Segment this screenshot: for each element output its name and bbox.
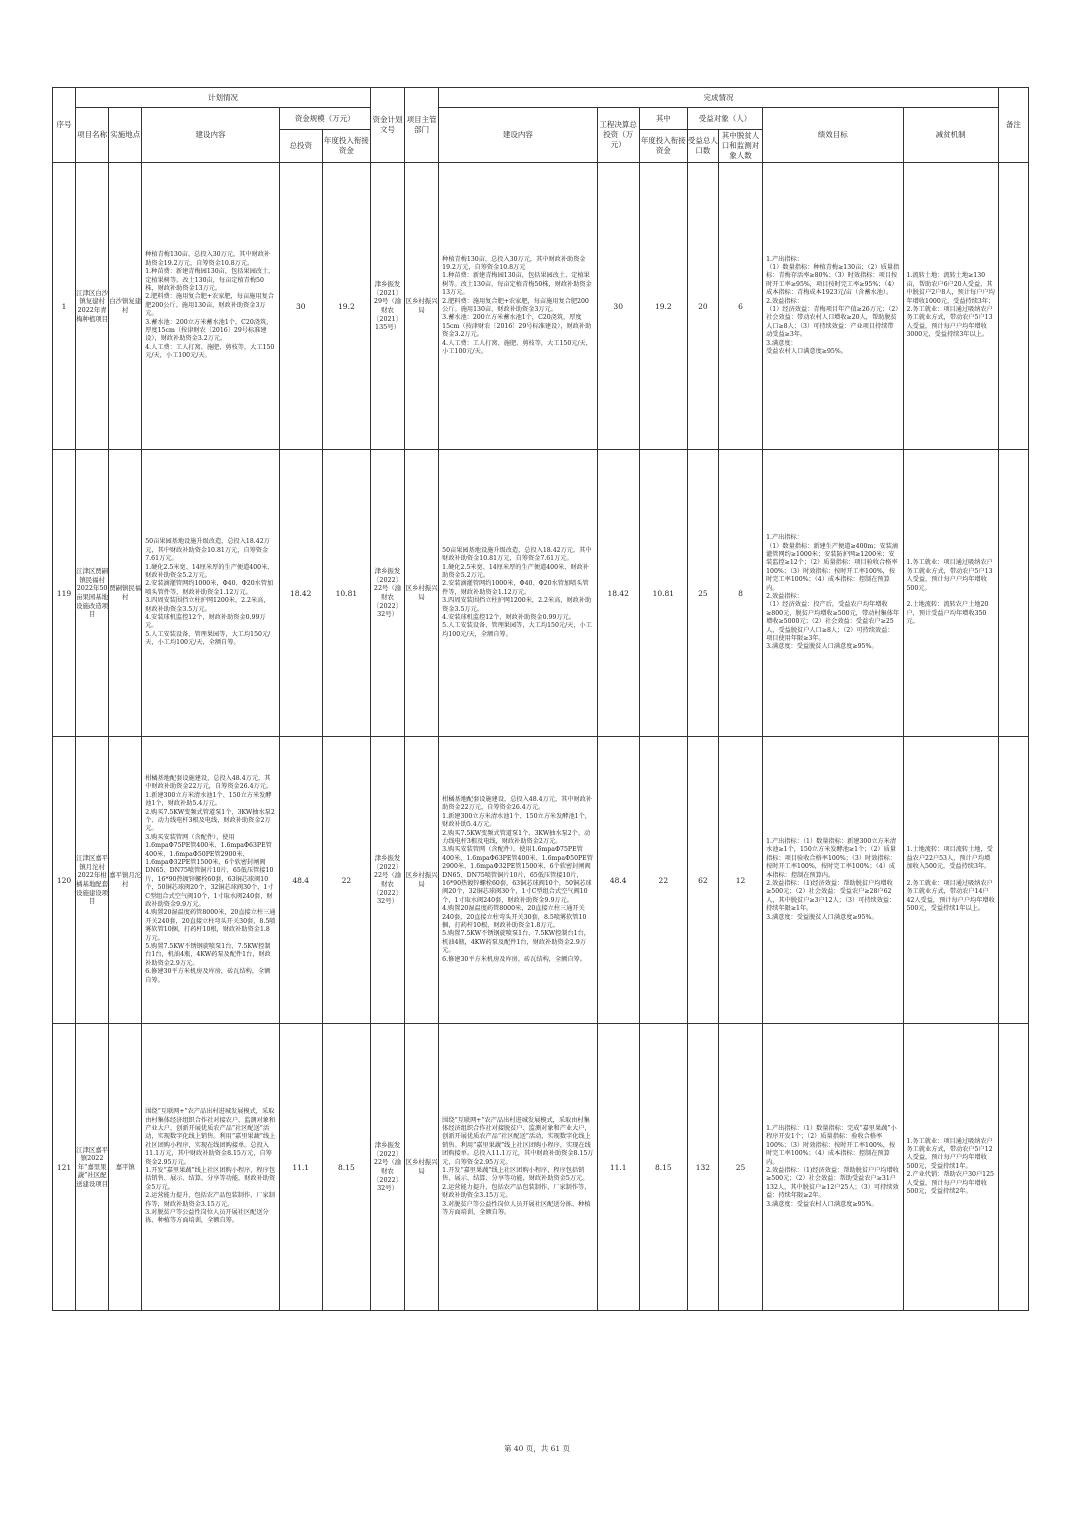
header-among: 其中 — [639, 108, 687, 130]
cell-content-2: 50亩果园基地设施升级改造，总投入18.42万元，其中财政补助资金10.81万元，自筹资金7.61万元。 1.硬化2.5米宽、14厘米厚的生产便道400米，财政补助资金5.2万元。 2.安装滴灌管网约1000米，Φ40、Φ20水管加喷头管件等，财政补助资金1.12万元。 3.四周安装围挡立柱护网1200米，2.2米高，财政补助资金3.5万元。 4.安装球机监控12个，财政补助资金0.99万元。 5.人工安装设备、管理果园等，大工均150元/天，小工均100元/天，全额自筹。 — [442, 546, 592, 638]
header-remark: 备注 — [998, 88, 1028, 163]
cell-content-2: 柑橘基地配套设施建设，总投入48.4万元，其中财政补助资金22万元，自筹资金26.4万元。 1.新建300立方米清水池1个、150立方米发酵池1个，财政补助5.4万元。 2.购买7.5KW变频式管道泵1个、3KW抽水泵2个、动力线电杆3根及电线，财政补助资金2万元。 3.购买安装管网（含配件），使用1.6mpaΦ75PE管400米、1.6mpaΦ63PE管400米、1.6mpaΦ50PE管2900米、1.6mpaΦ32PE管1500米、6个软密封闸阀DN65、DN75喷管铜片10片，65低压管接10片，16*90热镀锌螺栓60套，63铜芯球阀10个，50铜芯球阀20个，32铜芯球阀30个，1寸C型组合式空气阀10个，1寸取水阀240套，财政补助资金9.9万元。 4.购置20湿温度药管8000米，20直接立柱三通开关240套，20直接立柱弯头开关30套，8.5喷雾软管10捆，打药杆10根，财政补助资金1.8万元。 5.购置7.5KW不锈钢旋喷泵1台、7.5KW控制台1台，机油4瓶，4KW药泵及配件1台，财政补助资金2.9万元。 6.修建30平方米机房及库房，砖瓦结构，全额自筹。 — [442, 795, 593, 963]
cell-total: 48.4 — [279, 737, 322, 1024]
header-beneficiary-poor: 其中脱贫人口和监测对象人数 — [718, 130, 762, 163]
cell-seq: 121 — [53, 1024, 76, 1311]
header-dept: 项目主管部门 — [405, 88, 439, 163]
header-location: 实施地点 — [109, 108, 142, 163]
cell-ben-poor: 8 — [718, 450, 762, 737]
cell-annual-2: 10.81 — [639, 450, 687, 737]
cell-seq: 119 — [53, 450, 76, 737]
cell-doc: 津乡振发〔2022〕22号（渝财农〔2022〕32号） — [370, 450, 404, 737]
cell-ben-total: 20 — [687, 163, 718, 450]
cell-content: 种植青梅130亩，总投入30万元，其中财政补助资金19.2万元，自筹资金10.8万元。 1.种苗费：新建青梅园130亩，包括果园改土、定植果树等。改土130亩，每亩定植青梅50株，财政补助资金13万元。 2.肥料费：施用复合肥+农家肥，每亩施用复合肥200公斤。施用130亩，财政补助资金3万元。 3.蓄水池：200立方米蓄水池1个，C20浇筑，厚度15cm（按津财农〔2016〕29号标准建设），财政补助资金3.2万元。 4.人工费：工人打窝、施肥、剪枝等，大工150元/天，小工100元/天。 — [145, 251, 275, 360]
cell-settle: 11.1 — [597, 1024, 639, 1311]
cell-location: 嘉平镇 — [109, 1024, 142, 1311]
table-row — [53, 1024, 1029, 1311]
cell-location: 嘉平镇月沱村 — [109, 737, 142, 1024]
header-settlement: 工程决算总投资（万元） — [597, 108, 639, 163]
header-complete: 完成情况 — [439, 88, 999, 108]
cell-remark — [998, 1024, 1028, 1311]
cell-dept: 区乡村振兴局 — [405, 1024, 439, 1311]
cell-performance: 1.产出指标： （1）数量指标：新建生产便道≥400m；安装滴灌管网约≥1000米；安装防护网≥1200米；安装监控≥12个；（2）质量指标：项目验收合格率100%；（3）时效指标：按时开工率100%，按时完工率100%；（4）成本指标：控制在预算内。 2.效益指标： （1）经济效益：投产后，受益农户均年增收≥800元，脱贫户均增收≥500元，带动村集体年增收≥5000元；（2）社会效益：受益农户≥25人，受益脱贫户人口≥8人；（2）可持续效益：项目使用年限≥3年。 3.满意度：受益脱贫人口满意度≥95%。 — [766, 534, 900, 651]
cell-project-name: 江津区贾嗣镇民福村2022年50亩果园基地设施改造项目 — [76, 450, 109, 737]
page-footer: 第 40 页，共 61 页 — [503, 1444, 571, 1453]
cell-settle: 30 — [597, 163, 639, 450]
cell-doc: 津乡振发〔2021〕29号（渝财农〔2021〕135号） — [370, 163, 404, 450]
cell-content-2: 种植青梅130亩，总投入30万元，其中财政补助资金19.2万元，自筹资金10.8万元 1.种苗费：新建青梅园130亩，包括果园改土、定植果树等。改土130亩，每亩定植青梅50株，财政补助资金13万元。 2.肥料费：施用复合肥+农家肥，每亩施用复合肥200公斤。施用130亩，财政补助资金3万元。 3.蓄水池：200立方米蓄水池1个，C20浇筑，厚度15cm（按津财农〔2016〕29号标准建设），财政补助资金3.2万元。 4.人工费：工人打窝、施肥、剪枝等，大工150元/天，小工100元/天。 — [442, 255, 592, 356]
cell-remark — [998, 737, 1028, 1024]
header-performance: 绩效目标 — [763, 108, 903, 163]
project-table — [52, 87, 1029, 1311]
cell-dept: 区乡村振兴局 — [405, 450, 439, 737]
cell-content-2: 围绕“互联网+”农产品出村进城发展模式，采取由村集体经济组织合作社对接脱贫户、监测对象和产业大户，创新开展优质农产品“社区配送”活动，实现数字化线上销售。利用“嘉里果蔬”线上社区团购小程序，实现在线团购接单。总投入11.1万元，其中财政补助资金8.15万元，自筹资金2.95万元。 1.开发“嘉里果蔬”线上社区团购小程序，程序包括销售、展示、结算、分享等功能，财政补助资金5万元。 2.运营能力提升，包括农产品包装制作、厂家制作等，财政补助资金3.15万元。 3.对脱贫户等公益性岗位人员开展社区配送分拣、种植等方面培训，全额自筹。 — [442, 1116, 594, 1217]
header-plan: 计划情况 — [76, 88, 371, 108]
cell-remark — [998, 163, 1028, 450]
cell-dept: 区乡村振兴局 — [405, 737, 439, 1024]
cell-annual: 8.15 — [322, 1024, 370, 1311]
cell-total: 30 — [279, 163, 322, 450]
cell-annual: 19.2 — [322, 163, 370, 450]
header-annual-direct-2: 年度投入衔接资金 — [639, 130, 687, 163]
cell-project-name: 江津区嘉平镇2022年“嘉里果蔬”社区配送建设项目 — [76, 1024, 109, 1311]
header-project-name: 项目名称 — [76, 108, 109, 163]
cell-annual-2: 19.2 — [639, 163, 687, 450]
table-row — [53, 450, 1029, 737]
cell-dept: 区乡村振兴局 — [405, 163, 439, 450]
cell-ben-total: 25 — [687, 450, 718, 737]
cell-ben-poor: 25 — [718, 1024, 762, 1311]
header-construction: 建设内容 — [142, 108, 279, 163]
cell-location: 贾嗣镇民福村 — [109, 450, 142, 737]
cell-ben-poor: 12 — [718, 737, 762, 1024]
cell-project-name: 江津区白沙镇复建村2022年青梅种植项目 — [76, 163, 109, 450]
header-beneficiary-total: 受益总人口数 — [687, 130, 718, 163]
cell-performance: 1.产出指标： （1）数量指标：种植青梅≥130亩；（2）质量指标：青梅存活率≥80%；（3）时效指标：项目按时开工率≥95%，项目按时完工率≥95%；（4）成本指标：青梅成本1923元/亩（含蓄水池）。 2.效益指标： （1）经济效益：青梅项目年产值≥26万元；（2）社会效益：带动农村人口增收≥20人，帮助脱贫人口≥8人；（3）可持续效益：产业项目持续带动受益≥3年。 3.满意度： 受益农村人口满意度≥95%。 — [766, 255, 900, 356]
cell-ben-total: 132 — [687, 1024, 718, 1311]
cell-content: 50亩果园基地设施升级改造，总投入18.42万元，其中财政补助资金10.81万元，自筹资金7.61万元。 1.硬化2.5米宽、14厘米厚的生产便道400米，财政补助资金5.2万元。 2.安装滴灌管网约1000米，Φ40、Φ20水管加喷头管件等，财政补助资金1.12万元。 3.四周安装围挡立柱护网1200米，2.2米高，财政补助资金3.5万元。 4.安装球机监控12个，财政补助资金0.99万元。 5.人工安装设备、管理果园等，大工均150元/天，小工均100元/天，全额自筹。 — [145, 538, 274, 647]
table-row — [53, 163, 1029, 450]
cell-annual-2: 8.15 — [639, 1024, 687, 1311]
cell-performance: 1.产出指标：（1）数量指标：新建300立方米清水池≥1个，150立方米发酵池≥1个；（2）质量指标：项目验收合格率100%；（3）时效指标：按时开工率100%，按时完工率100%；（4）成本指标：控制在预算内。 2.效益指标：（1)经济效益：帮助脱贫户均增收≥500元；（2）社会效益：受益农户≥28户62人，其中脱贫户≥3户12人；（3）可持续效益：持续年限≥1年。 3.满意度：受益脱贫人口满意度≥95%。 — [766, 837, 897, 921]
cell-seq: 120 — [53, 737, 76, 1024]
cell-settle: 18.42 — [597, 450, 639, 737]
cell-annual: 22 — [322, 737, 370, 1024]
header-beneficiary: 受益对象（人） — [687, 108, 762, 130]
cell-total: 18.42 — [279, 450, 322, 737]
cell-content: 柑橘基地配套设施建设，总投入48.4万元，其中财政补助资金22万元，自筹资金26.4万元。 1.新建300立方米清水池1个、150立方米发酵池1个，财政补助5.4万元。 2.购买7.5KW变频式管道泵1个、3KW抽水泵2个、动力线电杆3根及电线，财政补助资金2万元。 3.购买安装管网（含配件），使用1.6mpaΦ75PE管400米、1.6mpaΦ63PE管400米、1.6mpaΦ50PE管2900米、1.6mpaΦ32PE管1500米、6个软密封闸阀DN65、DN75喷管铜片10片，65低压管接10片，16*90热镀锌螺栓60套，63铜芯球阀10个，50铜芯球阀20个，32铜芯球阀30个，1寸C型组合式空气阀10个，1寸取水阀240套，财政补助资金9.9万元。 4.购置20湿温度药管8000米，20直接立柱三通开关240套，20直接立柱弯头开关30套，8.5喷雾软管10捆，打药杆10根，财政补助资金1.8万元。 5.购置7.5KW不锈钢旋喷泵1台、7.5KW控制台1台，机油4瓶，4KW药泵及配件1台，财政补助资金2.9万元。 6.修建30平方米机房及库房，砖瓦结构，全额自筹。 — [145, 774, 276, 984]
header-annual-direct: 年度投入衔接资金 — [322, 130, 370, 163]
cell-annual: 10.81 — [322, 450, 370, 737]
cell-doc: 津乡振发〔2022〕22号（渝财农〔2022〕32号） — [370, 1024, 404, 1311]
header-fund-scale: 资金规模（万元） — [279, 108, 370, 130]
cell-mechanism: 1.流转土地：流转土地≥130亩，帮助农户6户20人受益，其中脱贫户2户8人，预计每户户均年增收1000元，受益持续3年； 2.务工就业：项目通过吸纳农户务工就业方式，带动农户5户13人受益，预计每户户均年增收3000元，受益持续3年以上。 — [906, 272, 995, 339]
header-seq: 序号 — [53, 88, 76, 163]
table-row — [53, 737, 1029, 1024]
cell-location: 白沙镇复建村 — [109, 163, 142, 450]
cell-mechanism: 1.务工就业：项目通过吸纳农户务工就业方式，带动农户5户12人受益，预计每户户均年增收500元，受益持续1年。 2.产业代销：帮助农户30户125人受益，预计每户户均年增收500元，受益持续2年。 — [906, 1137, 994, 1196]
cell-remark — [998, 450, 1028, 737]
cell-ben-total: 62 — [687, 737, 718, 1024]
header-construction-2: 建设内容 — [439, 108, 597, 163]
cell-performance: 1.产出指标：（1）数量指标：完成“嘉里果蔬”小程序开发1个；（2）质量指标：验收合格率100%；（3）时效指标：按时开工率100%，按时完工率100%；（4）成本指标：控制在预算内。 2.效益指标：（1)经济效益：帮助脱贫户户均增收≥500元；（2）社会效益：帮助受益农户≥31户132人，其中脱贫户≥12户25人；（3）可持续效益：持续年限≥2年。 3.满意度：受益农村人口满意度≥95%。 — [766, 1124, 899, 1208]
cell-doc: 津乡振发〔2022〕22号（渝财农〔2022〕32号） — [370, 737, 404, 1024]
cell-mechanism: 1.务工就业：项目通过吸纳农户务工就业方式，带动农户5户13人受益，预计每户户均年增收500元。 2.土地流转：流转农户土地20户，预计受益户均年增收350元。 — [906, 559, 993, 626]
cell-ben-poor: 6 — [718, 163, 762, 450]
cell-annual-2: 22 — [639, 737, 687, 1024]
header-mechanism: 减贫机制 — [903, 108, 998, 163]
cell-project-name: 江津区嘉平镇月沱村2022年柑橘基地配套设施建设项目 — [76, 737, 109, 1024]
header-plan-doc: 资金计划文号 — [370, 88, 404, 163]
cell-settle: 48.4 — [597, 737, 639, 1024]
cell-total: 11.1 — [279, 1024, 322, 1311]
cell-content: 围绕“互联网+”农产品出村进城发展模式，采取由村集体经济组织合作社对接农户，监测对象和产业大户，创新开展优质农产品“社区配送”活动，实现数字化线上销售。利用“嘉里果蔬”线上社区团购小程序，实现在线团购接单。总投入11.1万元，其中财政补助资金8.15万元，自筹资金2.95万元。 1.开发“嘉里果蔬”线上社区团购小程序，程序包括销售、展示、结算、分享等功能，财政补助资金5万元。 2.运营能力提升，包括农产品包装制作、厂家制作等，财政补助资金3.15万元。 3.对脱贫户等公益性岗位人员开展社区配送分拣、种植等方面培训，全额自筹。 — [145, 1108, 276, 1225]
cell-seq: 1 — [53, 163, 76, 450]
header-total-invest: 总投资 — [279, 130, 322, 163]
cell-mechanism: 1.土地流转：项目流转土地，受益农户22户53人，预计户均增加收入500元，受益持续3年。 2.务工就业：项目通过吸纳农户务工就业方式，带动农户14户42人受益，预计每户户均年增收500元，受益持续1年以上。 — [906, 846, 995, 913]
